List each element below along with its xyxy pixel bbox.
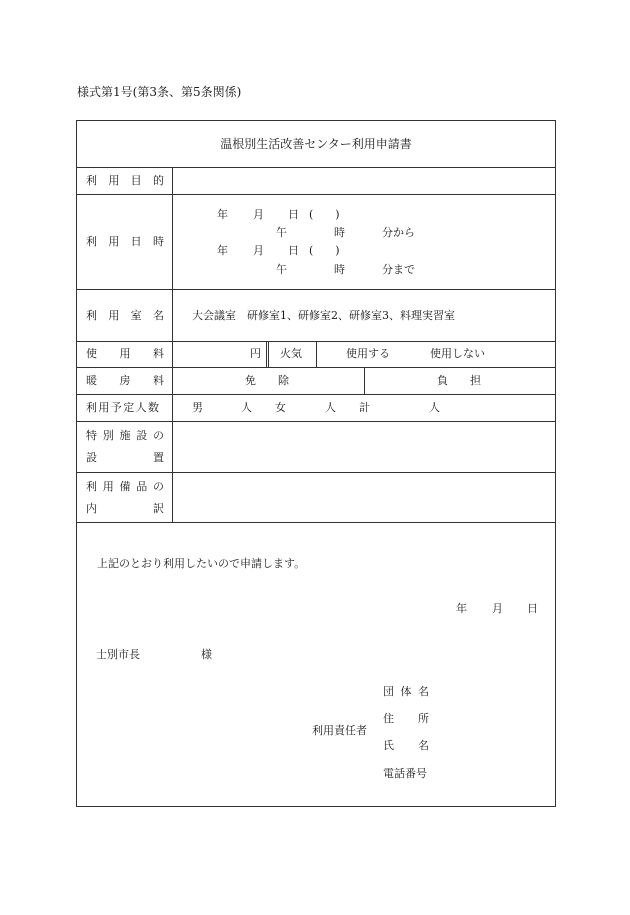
end-year: 年 [217, 244, 228, 257]
start-month: 月 [253, 208, 264, 221]
apply-day: 日 [527, 602, 538, 615]
fire-use-option[interactable]: 使用する [346, 347, 390, 360]
row-divider [76, 194, 556, 195]
purpose-label: 利 用 目 的 [86, 174, 164, 187]
datetime-label: 利 用 日 時 [86, 235, 164, 248]
fee-label: 使 用 料 [86, 347, 164, 360]
row-divider [76, 421, 556, 422]
room-options[interactable]: 大会議室 研修室1、研修室2、研修室3、料理実習室 [192, 309, 455, 322]
heating-label: 暖 房 料 [86, 374, 164, 387]
end-hour: 時 [334, 263, 345, 276]
group-name-label: 団 体 名 [383, 685, 429, 698]
fire-nouse-option[interactable]: 使用しない [430, 347, 485, 360]
row-divider [76, 522, 556, 523]
fire-label: 火気 [280, 347, 302, 360]
room-label: 利 用 室 名 [86, 309, 164, 322]
row-divider [76, 167, 556, 168]
equipment-label-line2: 内 訳 [86, 502, 164, 515]
apply-month: 月 [492, 602, 503, 615]
end-ampm: 午 [276, 263, 287, 276]
heating-exempt-option[interactable]: 免 除 [245, 374, 289, 387]
total-label: 計 [359, 401, 370, 414]
addressee-honorific: 様 [201, 648, 212, 661]
start-year: 年 [217, 208, 228, 221]
form-title: 温根別生活改善センター利用申請書 [220, 137, 412, 151]
apply-year: 年 [456, 602, 467, 615]
row-divider [76, 367, 556, 368]
female-label: 女 [275, 401, 286, 414]
heating-burden-option[interactable]: 負 担 [437, 374, 481, 387]
equipment-field[interactable] [174, 474, 554, 521]
fee-divider [268, 341, 269, 367]
start-hour: 時 [334, 226, 345, 239]
total-unit: 人 [429, 401, 440, 414]
facility-label-line1: 特 別 施 設 の [86, 429, 164, 442]
start-minute: 分から [382, 226, 415, 239]
label-column-divider [172, 167, 173, 522]
end-day: 日 [288, 244, 299, 257]
fee-divider [316, 341, 317, 367]
form-reference: 様式第1号(第3条、第5条関係) [77, 85, 242, 99]
fee-yen: 円 [250, 347, 261, 360]
row-divider [76, 289, 556, 290]
start-ampm: 午 [276, 226, 287, 239]
male-unit: 人 [241, 401, 252, 414]
name-label: 氏 名 [383, 739, 429, 752]
addressee: 士別市長 [96, 648, 140, 661]
start-weekday: ( ) [309, 208, 340, 221]
equipment-label-line1: 利 用 備 品 の [86, 480, 164, 493]
application-statement: 上記のとおり利用したいので申請します。 [97, 557, 306, 570]
end-month: 月 [253, 244, 264, 257]
people-label: 利用予定人数 [86, 401, 161, 414]
row-divider [76, 394, 556, 395]
responsible-person-label: 利用責任者 [312, 724, 367, 737]
end-minute: 分まで [382, 263, 415, 276]
fee-divider [266, 341, 267, 367]
purpose-field[interactable] [174, 169, 554, 193]
start-day: 日 [288, 208, 299, 221]
end-weekday: ( ) [309, 244, 340, 257]
address-label: 住 所 [383, 712, 429, 725]
facility-label-line2: 設 置 [86, 451, 164, 464]
phone-label: 電話番号 [383, 767, 427, 780]
male-label: 男 [192, 401, 203, 414]
female-unit: 人 [325, 401, 336, 414]
row-divider [76, 472, 556, 473]
facility-field[interactable] [174, 423, 554, 471]
heating-divider [364, 367, 365, 394]
